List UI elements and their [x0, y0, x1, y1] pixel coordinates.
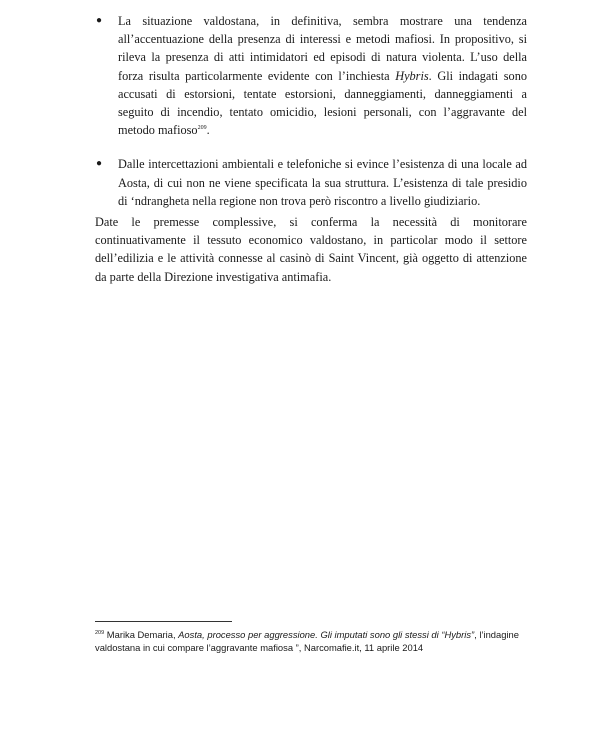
- bullet-item-aosta-locale: [95, 155, 527, 210]
- bullet-list: [95, 12, 527, 226]
- footnote-title: Aosta, processo per aggressione. Gli imputati sono gli stessi di “Hybris”: [178, 629, 475, 640]
- footnote-author: Marika Demaria,: [106, 629, 179, 640]
- conclusion-paragraph: Date le premesse complessive, si conferma la necessità di monitorare continuativamente il tessuto economico valdostano, in particolar modo il settore dell’edilizia e le attività connesse al casinò di Saint Vincent, già oggetto di attenzione da parte della Direzione investigativa antimafia.: [95, 215, 527, 284]
- bullet-icon: ●: [96, 158, 103, 170]
- footnote: [95, 628, 527, 654]
- footnote-reference[interactable]: 209: [197, 125, 207, 132]
- footnote-number: 209: [95, 629, 105, 636]
- bullet-text: La situazione valdostana, in definitiva, sembra mostrare una tendenza all’accentuazione della presenza di interessi e metodi mafiosi. In propositivo, si rileva la presenza di atti intimidatori ed episodi di natura violenta. L’uso della forza risulta particolarmente evidente con l’inchiesta: [118, 14, 527, 83]
- inquiry-name: Hybris: [395, 68, 429, 83]
- footnote-source: , l’indagine valdostana in cui compare l’aggravante mafiosa ”, Narcomafie.it, 11 aprile 2014: [95, 629, 519, 653]
- bullet-text: Dalle intercettazioni ambientali e telefoniche si evince l’esistenza di una locale ad Aosta, di cui non ne viene specificata la sua struttura. L’esistenza di tale presidio di ‘ndrangheta nella regione non trova però riscontro a livello giudiziario.: [118, 157, 527, 208]
- bullet-text-end: .: [206, 123, 210, 138]
- bullet-icon: ●: [96, 15, 103, 26]
- bullet-text-cont: . Gli indagati sono accusati di estorsioni, tentate estorsioni, danneggiamenti, danneggiamenti a seguito di incendio, tentato omicidio, lesioni personali, con l’aggravante del metodo mafioso: [118, 68, 528, 138]
- bullet-item-hybris: [95, 12, 527, 139]
- footnote-separator: [95, 621, 232, 622]
